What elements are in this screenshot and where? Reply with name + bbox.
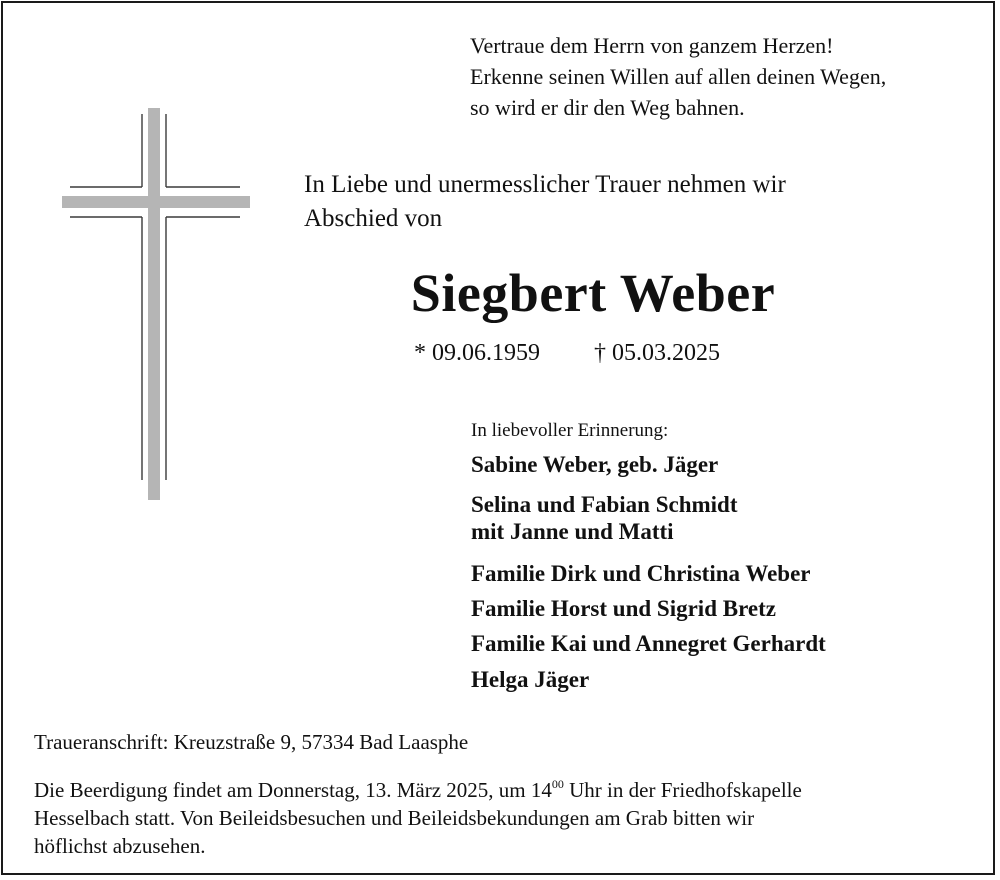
intro-line: Abschied von (304, 205, 443, 232)
verse-line: Vertraue dem Herrn von ganzem Herzen! (470, 33, 834, 58)
mourning-address: Traueranschrift: Kreuzstraße 9, 57334 Bad Laasphe (34, 730, 469, 754)
intro-line: In Liebe und unermesslicher Trauer nehmen wir (304, 171, 786, 198)
intro-text (304, 168, 786, 236)
mourner-entry: Familie Horst und Sigrid Bretz (471, 596, 776, 621)
verse-line: Erkenne seinen Willen auf allen deinen Wegen, (470, 64, 887, 89)
time-superscript: 00 (551, 777, 564, 791)
verse-line: so wird er dir den Weg bahnen. (470, 95, 745, 120)
death-date: † 05.03.2025 (594, 340, 720, 366)
bible-verse (470, 30, 886, 123)
funeral-line: höflichst abzusehen. (34, 834, 206, 858)
funeral-notice (34, 770, 802, 860)
mourner-entry: Familie Kai und Annegret Gerhardt (471, 631, 826, 656)
mourner-entry: Selina und Fabian Schmidt (471, 492, 738, 517)
cross-horizontal-bar (62, 196, 250, 208)
funeral-line-text: Uhr in der Friedhofskapelle (563, 778, 802, 802)
mourner-entry: Helga Jäger (471, 667, 590, 692)
mourner-entry: Familie Dirk und Christina Weber (471, 561, 811, 586)
mourner-entry: mit Janne und Matti (471, 519, 674, 544)
birth-date: * 09.06.1959 (414, 340, 540, 366)
funeral-line-text: Die Beerdigung findet am Donnerstag, 13. März 2025, um 14 (34, 778, 552, 802)
funeral-line (34, 770, 802, 804)
mourner-entry: Sabine Weber, geb. Jäger (471, 452, 719, 477)
funeral-line: Hesselbach statt. Von Beileidsbesuchen und Beileidsbekundungen am Grab bitten wir (34, 806, 755, 830)
life-dates (414, 340, 720, 367)
deceased-name: Siegbert Weber (410, 263, 776, 323)
memory-heading: In liebevoller Erinnerung: (471, 420, 669, 441)
